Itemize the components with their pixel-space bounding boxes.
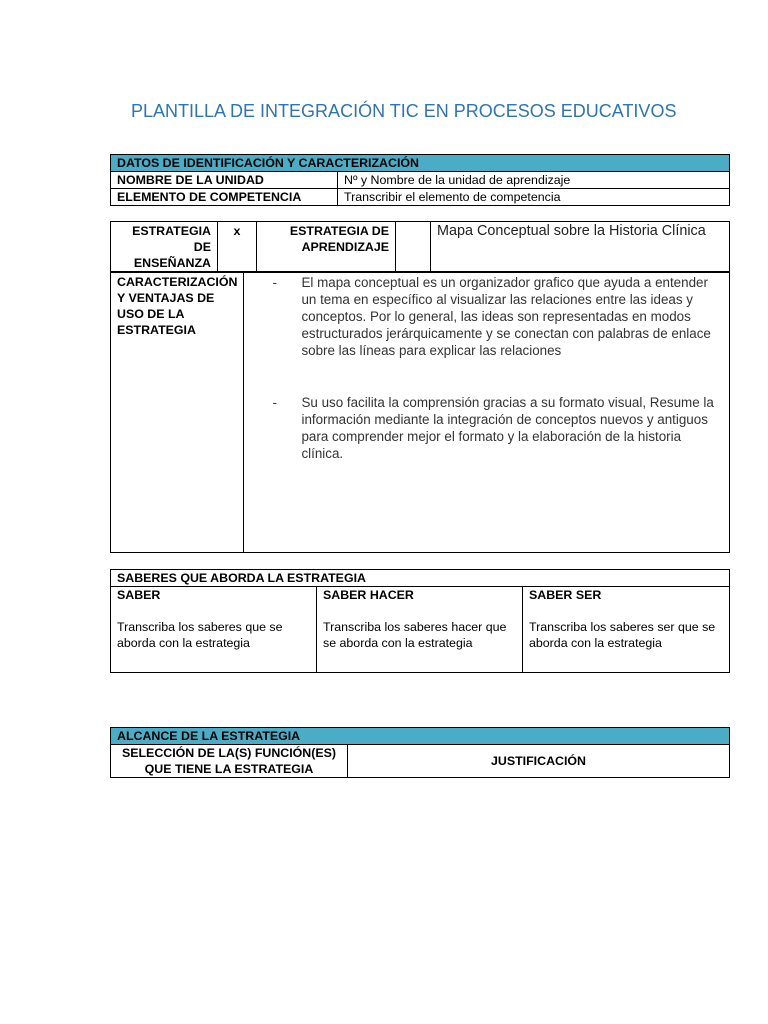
saber-cell[interactable] [111, 587, 317, 673]
learning-strategy-mark[interactable] [396, 222, 431, 272]
knowledge-header: SABERES QUE ABORDA LA ESTRATEGIA [111, 570, 730, 587]
saber-label: SABER [117, 588, 161, 602]
characterization-label: CARACTERIZACIÓN Y VENTAJAS DE USO DE LA ESTRATEGIA [111, 273, 244, 553]
knowledge-table [110, 569, 730, 673]
saber-ser-cell[interactable] [523, 587, 730, 673]
teaching-strategy-label: ESTRATEGIA DE ENSEÑANZA [111, 222, 218, 272]
saber-ser-text: Transcriba los saberes ser que se aborda con la estrategia [529, 620, 716, 650]
identification-table [110, 154, 730, 206]
saber-hacer-label: SABER HACER [323, 588, 414, 602]
strategy-type-table [110, 221, 730, 272]
characterization-list [248, 274, 721, 462]
competence-element-value[interactable]: Transcribir el elemento de competencia [338, 189, 730, 206]
function-selection-label: SELECCIÓN DE LA(S) FUNCIÓN(ES) QUE TIENE LA ESTRATEGIA [111, 745, 348, 778]
strategy-description[interactable]: Mapa Conceptual sobre la Historia Clínica [431, 222, 730, 272]
saber-hacer-cell[interactable] [317, 587, 523, 673]
characterization-table [110, 272, 730, 553]
unit-name-label: NOMBRE DE LA UNIDAD [111, 172, 338, 189]
scope-header: ALCANCE DE LA ESTRATEGIA [111, 728, 730, 745]
teaching-strategy-mark[interactable]: x [218, 222, 257, 272]
list-item: - El mapa conceptual es un organizador grafico que ayuda a entender un tema en específico al visualizar las relaciones entre las ideas y conceptos. Por lo general, las ideas son representadas en modos estructurados jerárquicamente y se conectan con palabras de enlace sobre las líneas para explicar las relaciones [272, 275, 711, 358]
learning-strategy-label: ESTRATEGIA DE APRENDIZAJE [257, 222, 396, 272]
saber-hacer-text: Transcriba los saberes hacer que se aborda con la estrategia [323, 620, 507, 650]
justification-label: JUSTIFICACIÓN [348, 745, 730, 778]
unit-name-value[interactable]: Nº y Nombre de la unidad de aprendizaje [338, 172, 730, 189]
saber-ser-label: SABER SER [529, 588, 602, 602]
saber-text: Transcriba los saberes que se aborda con la estrategia [117, 620, 283, 650]
list-item: - Su uso facilita la comprensión gracias a su formato visual, Resume la información mediante la integración de conceptos nuevos y antiguos para comprender mejor el formato y la elaboración de la historia clínica. [272, 395, 714, 461]
competence-element-label: ELEMENTO DE COMPETENCIA [111, 189, 338, 206]
page-title: PLANTILLA DE INTEGRACIÓN TIC EN PROCESOS EDUCATIVOS [131, 101, 677, 121]
scope-table [110, 727, 730, 778]
identification-header: DATOS DE IDENTIFICACIÓN Y CARACTERIZACIÓN [111, 155, 730, 172]
characterization-content[interactable] [244, 273, 730, 553]
